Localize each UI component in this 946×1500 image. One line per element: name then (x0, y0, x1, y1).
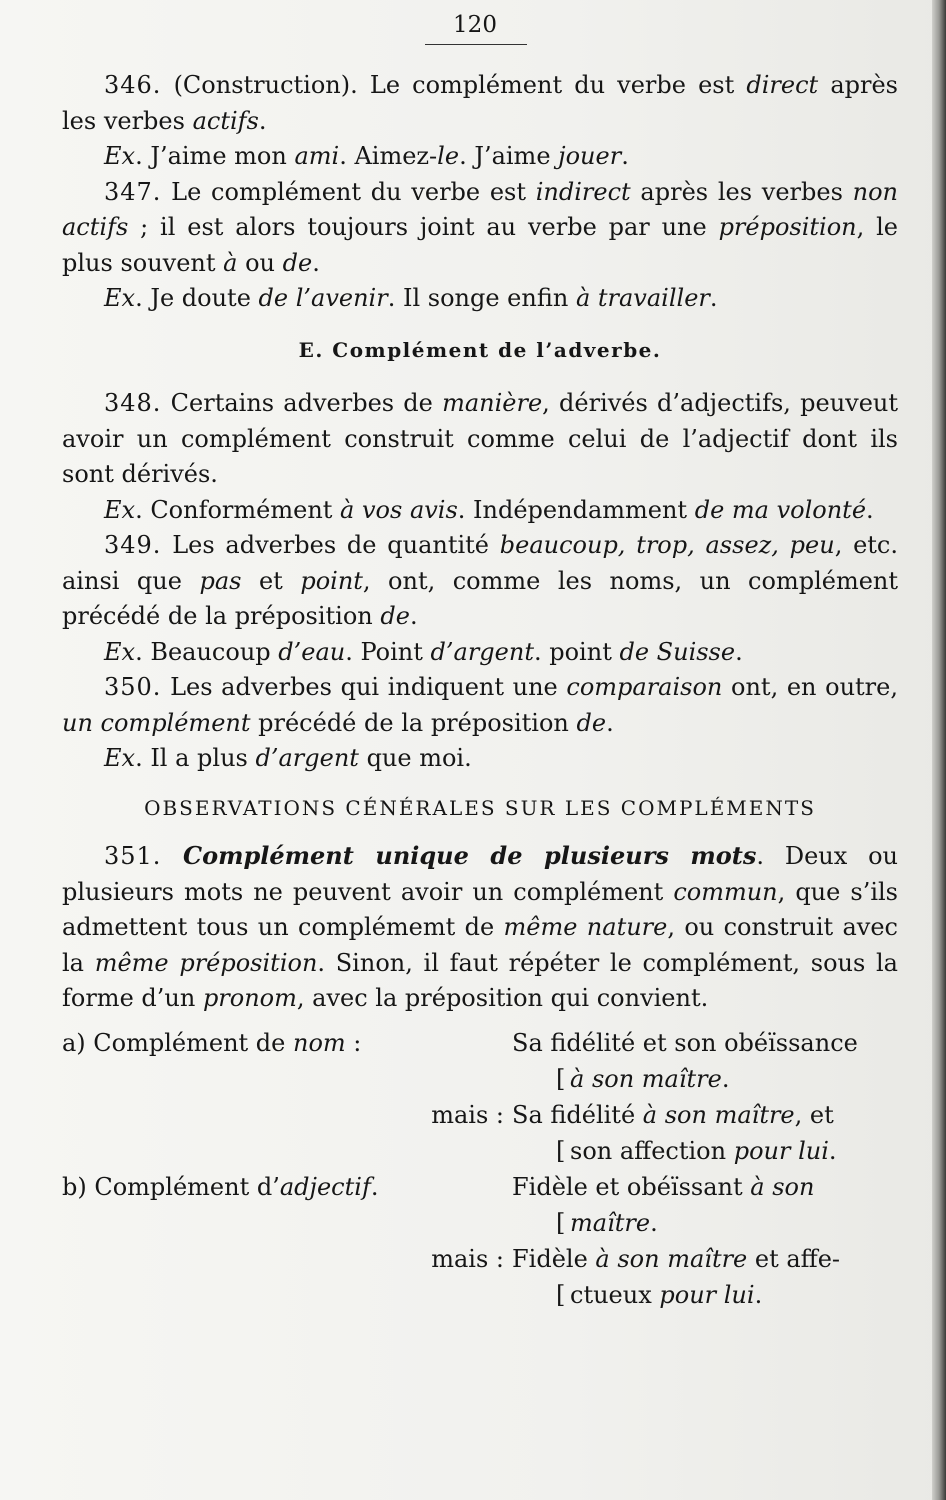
text: après les verbes (630, 177, 853, 206)
text: . Aimez- (339, 142, 438, 170)
paragraph-number: 349. (104, 531, 162, 559)
text: Le complément du verbe est (161, 177, 536, 206)
paragraph-348 (62, 386, 898, 493)
italic-term: indirect (535, 177, 631, 206)
example-b-second-cont (512, 1277, 898, 1313)
italic-term: de (380, 602, 410, 630)
paragraph-number: 351. (104, 842, 162, 870)
text: . (370, 1172, 379, 1201)
text: . Je doute (135, 284, 259, 312)
text: , ou construit avec la (62, 913, 898, 977)
example-b-second (512, 1241, 898, 1277)
text: , ont, comme les noms, un complément précédé de la préposition (62, 566, 899, 630)
text: . (312, 248, 320, 277)
example-a-row-3 (62, 1097, 898, 1133)
text: Fidèle (512, 1244, 596, 1273)
italic-term: nom (293, 1028, 346, 1057)
text: après les verbes (62, 71, 898, 135)
page-number-rule (425, 44, 527, 45)
text: et affe- (747, 1244, 841, 1273)
italic-term: maître (570, 1208, 651, 1237)
italic-term: de ma volonté (694, 495, 867, 524)
example-a-second (512, 1097, 898, 1133)
italic-term: à (223, 248, 238, 277)
section-heading-adverb: E. Complément de l’adverbe. (298, 337, 662, 362)
text: . (735, 637, 743, 666)
italic-term: beaucoup, trop, assez, peu (499, 531, 835, 559)
mais-label: mais : (431, 1244, 504, 1273)
italic-term: à son maître (595, 1244, 748, 1273)
text: . (721, 1064, 730, 1093)
italic-term: même préposition (94, 948, 318, 977)
paragraph-349 (62, 528, 898, 635)
text: , avec la préposition qui convient. (296, 984, 709, 1012)
empty-cell (422, 1133, 512, 1169)
empty-cell (422, 1205, 512, 1241)
text: , que s’ils admettent tous un complémemt de (62, 877, 898, 941)
empty-cell (62, 1205, 422, 1241)
bracket-mark: [ (556, 1208, 566, 1237)
empty-cell (422, 1169, 512, 1205)
empty-cell (62, 1061, 422, 1097)
text: . Point (345, 637, 431, 666)
italic-term: ami (294, 142, 340, 170)
text: . (709, 284, 718, 312)
example-b-row-4 (62, 1277, 898, 1313)
text: Les adverbes qui indiquent une (161, 673, 567, 701)
example-label: Ex (104, 637, 136, 666)
example-label: Ex (104, 744, 136, 772)
italic-term: à travailler (575, 284, 710, 312)
text: . (866, 495, 874, 524)
italic-term: actifs (192, 106, 259, 135)
italic-term: direct (746, 71, 819, 99)
paragraph-number: 348. (104, 389, 162, 417)
italic-term: même nature (503, 913, 668, 941)
italic-term: non actifs (62, 177, 898, 241)
empty-cell (422, 1061, 512, 1097)
example-b-row-3 (62, 1241, 898, 1277)
paragraph-351 (62, 838, 898, 1017)
text: , dérivés d’adjectifs, peuveut avoir un complément construit comme celui de l’adjectif dont ils sont dérivés. (62, 389, 899, 488)
italic-term: pas (199, 566, 242, 595)
text: . Beaucoup (135, 637, 279, 666)
example-b-row-1 (62, 1169, 898, 1205)
text: Les adverbes de quantité (161, 531, 500, 559)
italic-term: de l’avenir (258, 284, 388, 312)
text: . (828, 1136, 837, 1165)
text: ; il est alors toujours joint au verbe par une (128, 213, 719, 241)
italic-term: à son (750, 1172, 815, 1201)
bracket-mark: [ (556, 1136, 566, 1165)
italic-term: pour lui (733, 1136, 829, 1165)
example-346 (62, 139, 898, 175)
mais-label: mais : (431, 1100, 504, 1129)
text: Sa fidélité (512, 1100, 643, 1129)
italic-term: pronom (202, 984, 297, 1012)
example-b-first (512, 1169, 898, 1205)
italic-term: à son maître (642, 1100, 795, 1129)
text: . J’aime (459, 142, 559, 170)
italic-term: d’argent (255, 744, 359, 772)
example-a-row-2 (62, 1061, 898, 1097)
example-label: Ex (104, 495, 136, 524)
italic-term: comparaison (566, 673, 723, 701)
text: . Il a plus (135, 744, 256, 772)
paragraph-350 (62, 670, 898, 741)
example-a-first: Sa fidélité et son obéïssance (512, 1028, 858, 1057)
text: . Sinon, il faut répéter le complément, sous la forme d’un (62, 948, 898, 1012)
page-content (62, 68, 898, 1313)
example-b-first-cont (512, 1205, 898, 1241)
text: a) Complément de (62, 1028, 293, 1057)
section-heading-observations: OBSERVATIONS CÉNÉRALES SUR LES COMPLÉMENTS (144, 795, 816, 820)
italic-term: de (576, 708, 607, 737)
page-number: 120 (453, 12, 497, 38)
italic-term: d’eau (278, 637, 346, 666)
text: ou (237, 248, 283, 277)
text: . (754, 1280, 763, 1309)
text: . Il songe enfin (387, 284, 576, 312)
example-348 (62, 493, 898, 529)
text: ont, en outre, (722, 673, 898, 701)
text: , le plus souvent (62, 213, 898, 277)
example-a-row-4 (62, 1133, 898, 1169)
text: . Indépendamment (457, 495, 695, 524)
text: Fidèle et obéïssant (512, 1172, 751, 1201)
example-b-label (62, 1169, 422, 1205)
italic-term: commun (673, 877, 778, 906)
paragraph-number: 347. (104, 177, 162, 206)
example-347 (62, 281, 898, 317)
text: Certains adverbes de (161, 389, 443, 417)
text: , et (794, 1100, 834, 1129)
text: . (409, 602, 418, 630)
italic-term: manière (442, 389, 543, 417)
text: . (621, 142, 629, 170)
italic-term: à vos avis (340, 495, 458, 524)
example-350 (62, 741, 898, 777)
paragraph-title: Complément unique de plusieurs mots (161, 841, 757, 870)
empty-cell (62, 1277, 422, 1313)
italic-term: pour lui (659, 1280, 755, 1309)
italic-term: de (282, 248, 313, 277)
paragraph-number: 350. (104, 673, 162, 701)
text: . Conformément (135, 495, 341, 524)
example-label: Ex (104, 284, 136, 312)
text: . (258, 106, 267, 135)
italic-term: point (300, 566, 363, 595)
empty-cell (62, 1241, 422, 1277)
paragraph-number: 346. (104, 71, 162, 99)
example-a-label (62, 1025, 422, 1061)
paragraph-346 (62, 68, 898, 139)
empty-cell (422, 1277, 512, 1313)
text: . (606, 708, 614, 737)
italic-term: préposition (718, 213, 857, 241)
page-edge-shadow (932, 0, 946, 1500)
italic-term: adjectif (279, 1172, 371, 1201)
text: et (241, 566, 301, 595)
text: : (345, 1028, 362, 1057)
text: . (650, 1208, 658, 1237)
bracket-mark: [ (556, 1280, 566, 1309)
italic-term: à son maître (570, 1064, 722, 1093)
example-a-row-1 (62, 1025, 898, 1061)
text: (Construction). Le complément du verbe est (161, 71, 747, 99)
example-label: Ex (104, 142, 136, 170)
italic-term: un complément (62, 708, 251, 737)
paragraph-347 (62, 175, 898, 282)
empty-cell (422, 1025, 512, 1061)
text: précédé de la préposition (250, 708, 577, 737)
empty-cell (62, 1133, 422, 1169)
example-a-second-cont (512, 1133, 898, 1169)
text: b) Complément d’ (62, 1172, 280, 1201)
italic-term: d’argent (430, 637, 534, 666)
italic-term: jouer (558, 142, 622, 170)
text: que moi. (358, 744, 472, 772)
italic-term: de Suisse (619, 637, 736, 666)
text: . J’aime mon (135, 142, 295, 170)
text: ctueux (570, 1280, 660, 1309)
spacer (62, 1017, 898, 1025)
bracket-mark: [ (556, 1064, 566, 1093)
empty-cell (62, 1097, 422, 1133)
example-b-row-2 (62, 1205, 898, 1241)
text: , etc. ainsi que (62, 531, 899, 595)
italic-term: le (437, 142, 460, 170)
example-a-first-cont (512, 1061, 898, 1097)
text: son affection (570, 1136, 734, 1165)
text: . point (533, 637, 620, 666)
example-349 (62, 635, 898, 671)
text: . Deux ou plusieurs mots ne peuvent avoir un complément (62, 842, 898, 906)
